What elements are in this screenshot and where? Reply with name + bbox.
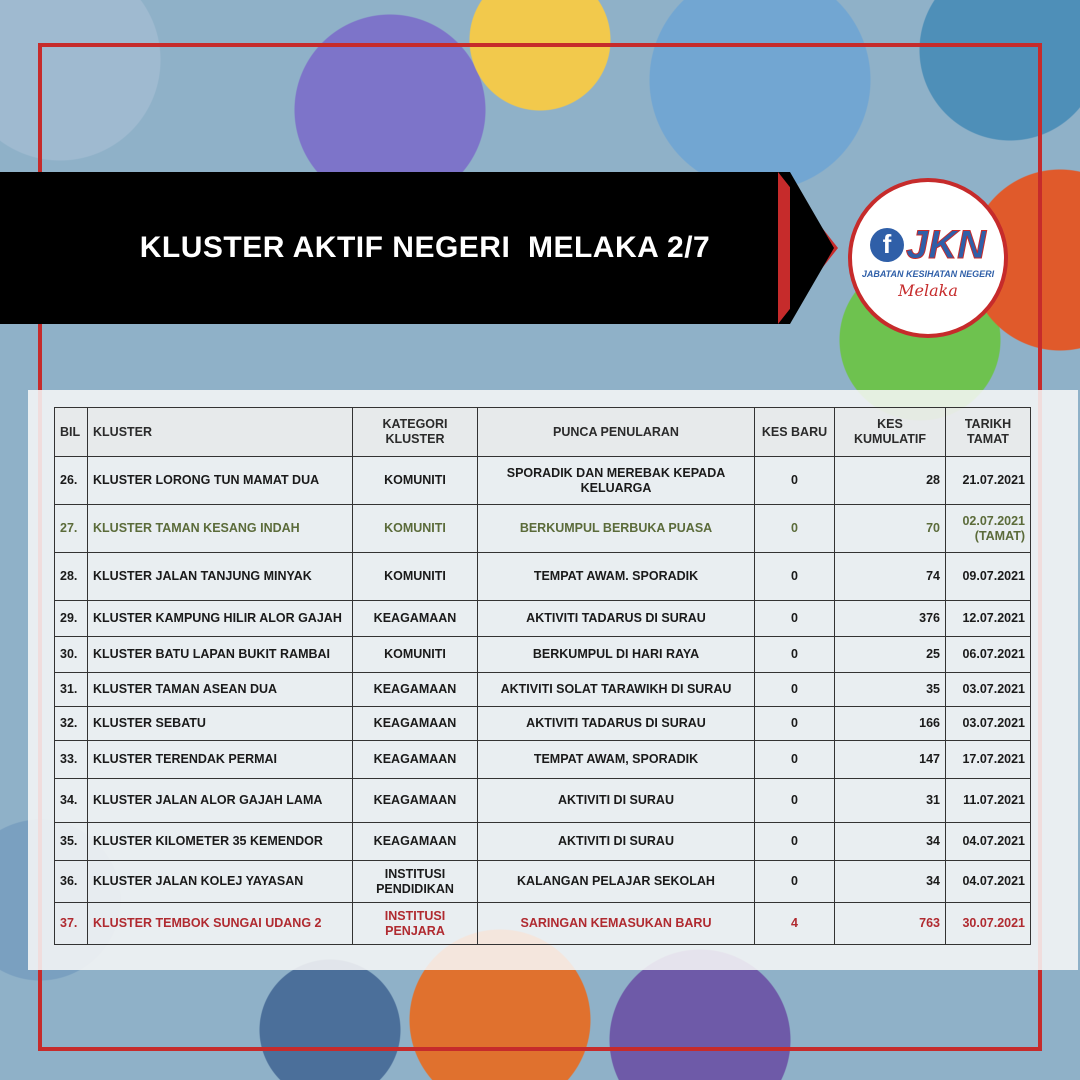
cell-tarikh-tamat: 03.07.2021 [946, 673, 1031, 707]
cell-punca: TEMPAT AWAM. SPORADIK [478, 553, 755, 601]
cell-kes-kumulatif: 763 [835, 903, 946, 945]
table-row [55, 779, 1031, 823]
logo-subtitle: JABATAN KESIHATAN NEGERI [861, 268, 995, 279]
header-kes-baru: KES BARU [755, 408, 835, 457]
cell-punca: SPORADIK DAN MEREBAK KEPADA KELUARGA [478, 457, 755, 505]
cell-kluster: KLUSTER JALAN ALOR GAJAH LAMA [88, 779, 353, 823]
cell-kes-kumulatif: 70 [835, 505, 946, 553]
cell-kluster: KLUSTER TAMAN KESANG INDAH [88, 505, 353, 553]
header-bil: BIL [55, 408, 88, 457]
cell-kategori: KOMUNITI [353, 457, 478, 505]
jkn-logo [848, 178, 1008, 338]
cell-tarikh-tamat: 02.07.2021 (TAMAT) [946, 505, 1031, 553]
cell-bil: 32. [55, 707, 88, 741]
table-row [55, 505, 1031, 553]
cell-kategori: KEAGAMAAN [353, 823, 478, 861]
cell-bil: 33. [55, 741, 88, 779]
cell-kluster: KLUSTER BATU LAPAN BUKIT RAMBAI [88, 637, 353, 673]
table-row [55, 457, 1031, 505]
cell-tarikh-tamat: 12.07.2021 [946, 601, 1031, 637]
header-kategori: KATEGORI KLUSTER [353, 408, 478, 457]
cell-kes-baru: 0 [755, 741, 835, 779]
cell-kategori: KEAGAMAAN [353, 779, 478, 823]
cell-bil: 27. [55, 505, 88, 553]
cell-bil: 34. [55, 779, 88, 823]
cell-kes-baru: 0 [755, 637, 835, 673]
table-row [55, 823, 1031, 861]
cell-bil: 36. [55, 861, 88, 903]
cell-punca: BERKUMPUL DI HARI RAYA [478, 637, 755, 673]
cell-punca: AKTIVITI DI SURAU [478, 779, 755, 823]
cell-punca: BERKUMPUL BERBUKA PUASA [478, 505, 755, 553]
cell-tarikh-tamat: 06.07.2021 [946, 637, 1031, 673]
cell-punca: AKTIVITI SOLAT TARAWIKH DI SURAU [478, 673, 755, 707]
table-row [55, 601, 1031, 637]
table-row [55, 553, 1031, 601]
table-row [55, 637, 1031, 673]
cell-kategori: KOMUNITI [353, 505, 478, 553]
cell-kluster: KLUSTER LORONG TUN MAMAT DUA [88, 457, 353, 505]
cell-kes-baru: 0 [755, 601, 835, 637]
cell-kes-baru: 4 [755, 903, 835, 945]
cell-kes-kumulatif: 28 [835, 457, 946, 505]
table-row [55, 903, 1031, 945]
cell-kluster: KLUSTER SEBATU [88, 707, 353, 741]
table-row [55, 861, 1031, 903]
cell-kluster: KLUSTER TAMAN ASEAN DUA [88, 673, 353, 707]
table-row [55, 741, 1031, 779]
page-title: KLUSTER AKTIF NEGERI MELAKA 2/7 [139, 231, 711, 264]
cell-kluster: KLUSTER KAMPUNG HILIR ALOR GAJAH [88, 601, 353, 637]
cell-punca: AKTIVITI DI SURAU [478, 823, 755, 861]
cell-kluster: KLUSTER TEMBOK SUNGAI UDANG 2 [88, 903, 353, 945]
cell-kategori: KOMUNITI [353, 637, 478, 673]
cell-tarikh-tamat: 21.07.2021 [946, 457, 1031, 505]
cell-kategori: KEAGAMAAN [353, 673, 478, 707]
cell-kes-kumulatif: 34 [835, 861, 946, 903]
cell-bil: 26. [55, 457, 88, 505]
cell-kategori: KOMUNITI [353, 553, 478, 601]
logo-text: JKN [905, 222, 987, 267]
cell-bil: 35. [55, 823, 88, 861]
cell-kategori: INSTITUSI PENDIDIKAN [353, 861, 478, 903]
cell-kes-baru: 0 [755, 673, 835, 707]
cell-kes-baru: 0 [755, 861, 835, 903]
cell-bil: 28. [55, 553, 88, 601]
cell-kategori: KEAGAMAAN [353, 741, 478, 779]
cell-kes-kumulatif: 147 [835, 741, 946, 779]
cell-bil: 31. [55, 673, 88, 707]
cell-tarikh-tamat: 11.07.2021 [946, 779, 1031, 823]
cell-kategori: INSTITUSI PENJARA [353, 903, 478, 945]
cell-tarikh-tamat: 03.07.2021 [946, 707, 1031, 741]
cell-tarikh-tamat: 09.07.2021 [946, 553, 1031, 601]
cell-kes-baru: 0 [755, 457, 835, 505]
cell-punca: TEMPAT AWAM, SPORADIK [478, 741, 755, 779]
cell-kes-baru: 0 [755, 823, 835, 861]
cell-kes-baru: 0 [755, 779, 835, 823]
header-punca: PUNCA PENULARAN [478, 408, 755, 457]
cell-kluster: KLUSTER JALAN TANJUNG MINYAK [88, 553, 353, 601]
cell-kluster: KLUSTER KILOMETER 35 KEMENDOR [88, 823, 353, 861]
cell-kes-kumulatif: 35 [835, 673, 946, 707]
cell-kes-kumulatif: 31 [835, 779, 946, 823]
cell-kategori: KEAGAMAAN [353, 601, 478, 637]
cluster-table [54, 407, 1031, 945]
cell-kes-kumulatif: 376 [835, 601, 946, 637]
cell-kluster: KLUSTER TERENDAK PERMAI [88, 741, 353, 779]
cell-punca: AKTIVITI TADARUS DI SURAU [478, 707, 755, 741]
cell-punca: KALANGAN PELAJAR SEKOLAH [478, 861, 755, 903]
cell-tarikh-tamat: 17.07.2021 [946, 741, 1031, 779]
cell-tarikh-tamat: 04.07.2021 [946, 823, 1031, 861]
cell-punca: SARINGAN KEMASUKAN BARU [478, 903, 755, 945]
table-row [55, 707, 1031, 741]
cell-kategori: KEAGAMAAN [353, 707, 478, 741]
header-kluster: KLUSTER [88, 408, 353, 457]
cell-kes-kumulatif: 166 [835, 707, 946, 741]
cell-kluster: KLUSTER JALAN KOLEJ YAYASAN [88, 861, 353, 903]
cell-kes-baru: 0 [755, 505, 835, 553]
cell-punca: AKTIVITI TADARUS DI SURAU [478, 601, 755, 637]
cell-bil: 30. [55, 637, 88, 673]
cell-kes-baru: 0 [755, 553, 835, 601]
cell-bil: 29. [55, 601, 88, 637]
cell-tarikh-tamat: 30.07.2021 [946, 903, 1031, 945]
cell-kes-kumulatif: 74 [835, 553, 946, 601]
cell-kes-baru: 0 [755, 707, 835, 741]
table-row [55, 673, 1031, 707]
logo-mark [870, 222, 987, 267]
cell-kes-kumulatif: 34 [835, 823, 946, 861]
cell-tarikh-tamat: 04.07.2021 [946, 861, 1031, 903]
facebook-icon: f [870, 228, 904, 262]
header-kes-kumulatif: KES KUMULATIF [835, 408, 946, 457]
cell-kes-kumulatif: 25 [835, 637, 946, 673]
logo-city: Melaka [898, 280, 958, 300]
cell-bil: 37. [55, 903, 88, 945]
header-tarikh-tamat: TARIKH TAMAT [946, 408, 1031, 457]
table-header-row [55, 408, 1031, 457]
